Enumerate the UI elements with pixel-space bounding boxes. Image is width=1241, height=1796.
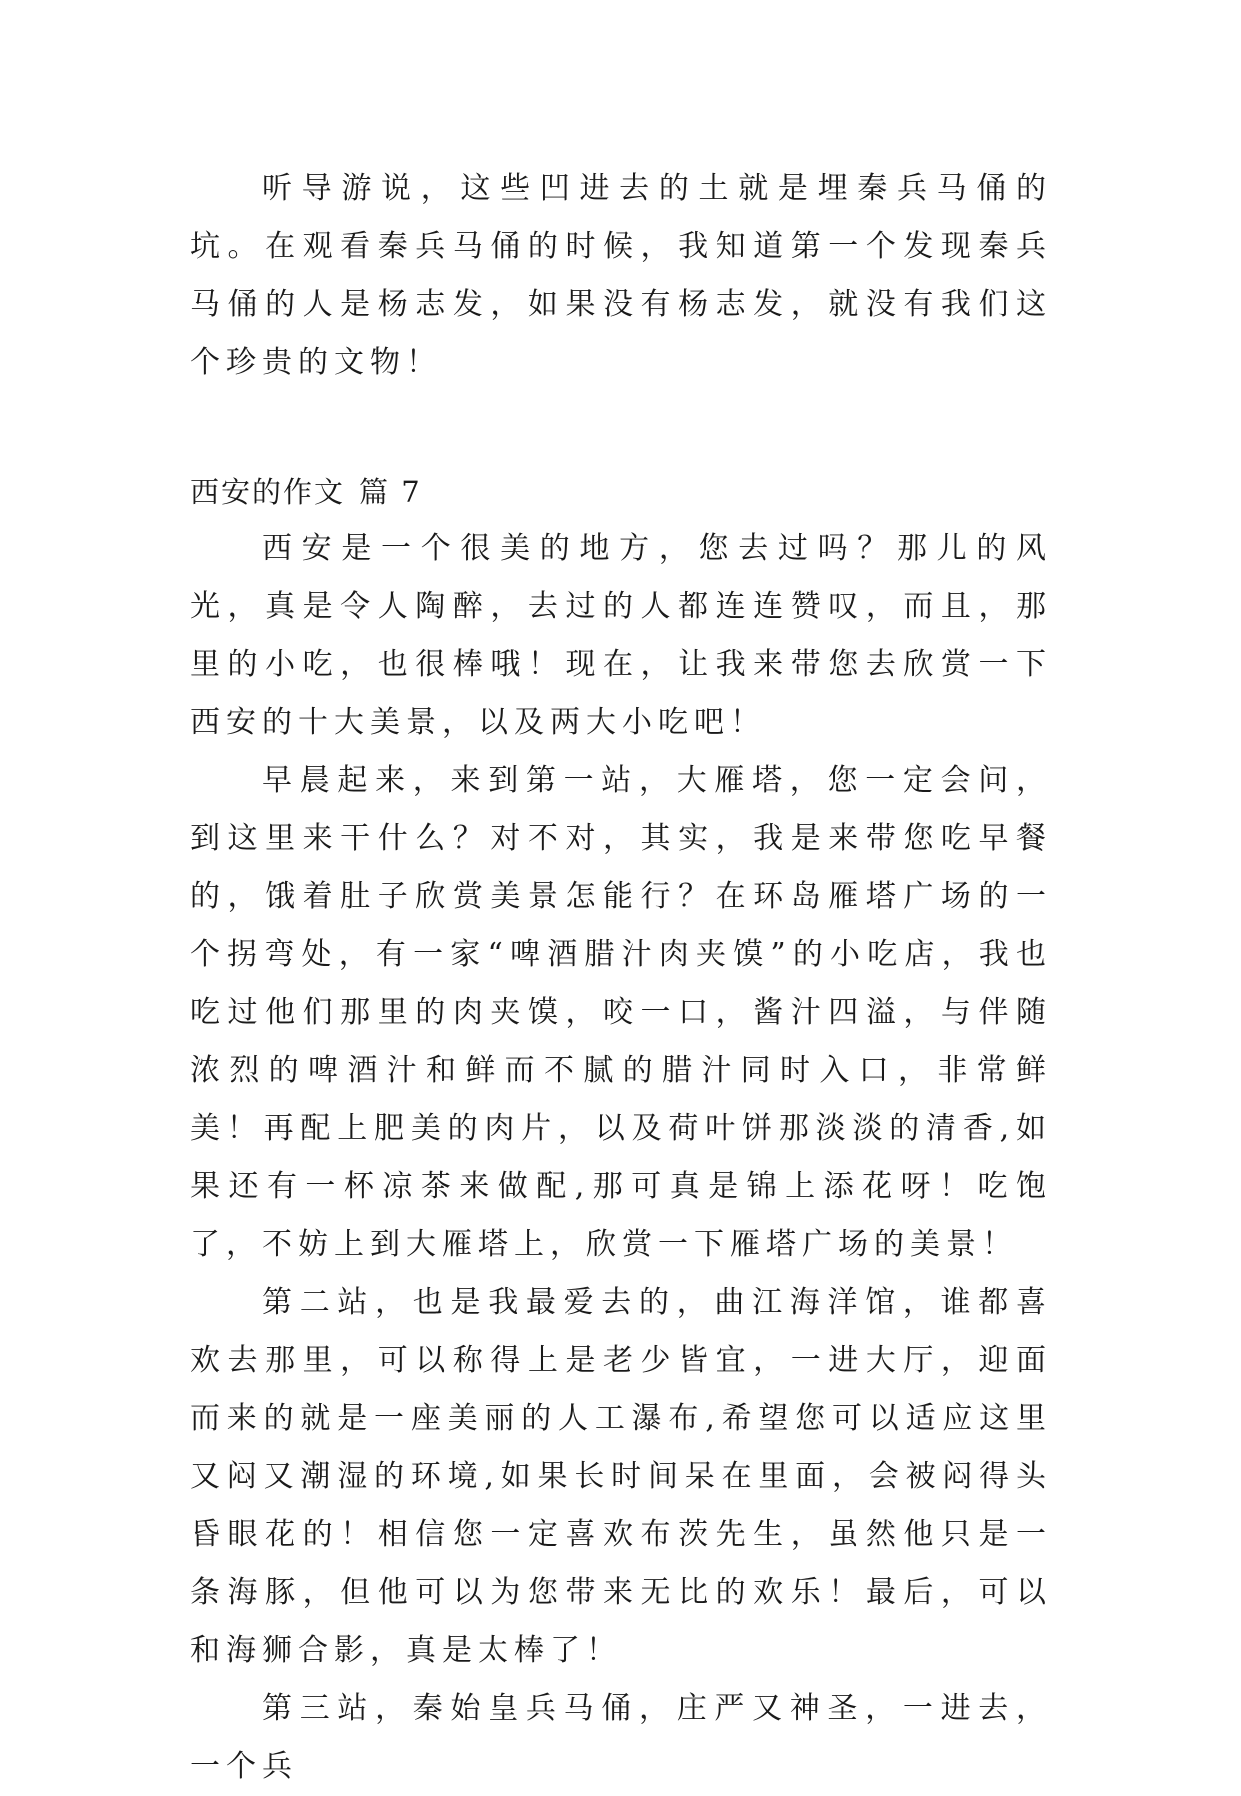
document-body [190,160,1052,1796]
paragraph-intro: 西安是一个很美的地方，您去过吗？那儿的风光，真是令人陶醉，去过的人都连连赞叹，而且，那里的小吃，也很棒哦！现在，让我来带您去欣赏一下西安的十大美景，以及两大小吃吧！ [190,531,1052,740]
paragraph-terracotta-pits: 听导游说，这些凹进去的土就是埋秦兵马俑的坑。在观看秦兵马俑的时候，我知道第一个发现秦兵马俑的人是杨志发，如果没有杨志发，就没有我们这个珍贵的文物！ [190,171,1052,380]
paragraph-third-stop: 第三站，秦始皇兵马俑，庄严又神圣，一进去，一个兵 [190,1691,1052,1784]
section-number: 篇 7 [359,475,422,509]
paragraph-second-stop: 第二站，也是我最爱去的，曲江海洋馆，谁都喜欢去那里，可以称得上是老少皆宜，一进大厅，迎面而来的就是一座美丽的人工瀑布,希望您可以适应这里又闷又潮湿的环境,如果长时间呆在里面，会被闷得头昏眼花的！相信您一定喜欢布茨先生，虽然他只是一条海豚，但他可以为您带来无比的欢乐！最后，可以和海狮合影，真是太棒了！ [190,1285,1052,1668]
section-heading [190,464,1052,520]
section-title: 西安的作文 [190,475,346,509]
paragraph-first-stop: 早晨起来，来到第一站，大雁塔，您一定会问，到这里来干什么？对不对，其实，我是来带您吃早餐的，饿着肚子欣赏美景怎能行？在环岛雁塔广场的一个拐弯处，有一家“啤酒腊汁肉夹馍”的小吃店，我也吃过他们那里的肉夹馍，咬一口，酱汁四溢，与伴随浓烈的啤酒汁和鲜而不腻的腊汁同时入口，非常鲜美！再配上肥美的肉片，以及荷叶饼那淡淡的清香,如果还有一杯凉茶来做配,那可真是锦上添花呀！吃饱了，不妨上到大雁塔上，欣赏一下雁塔广场的美景！ [190,763,1052,1262]
